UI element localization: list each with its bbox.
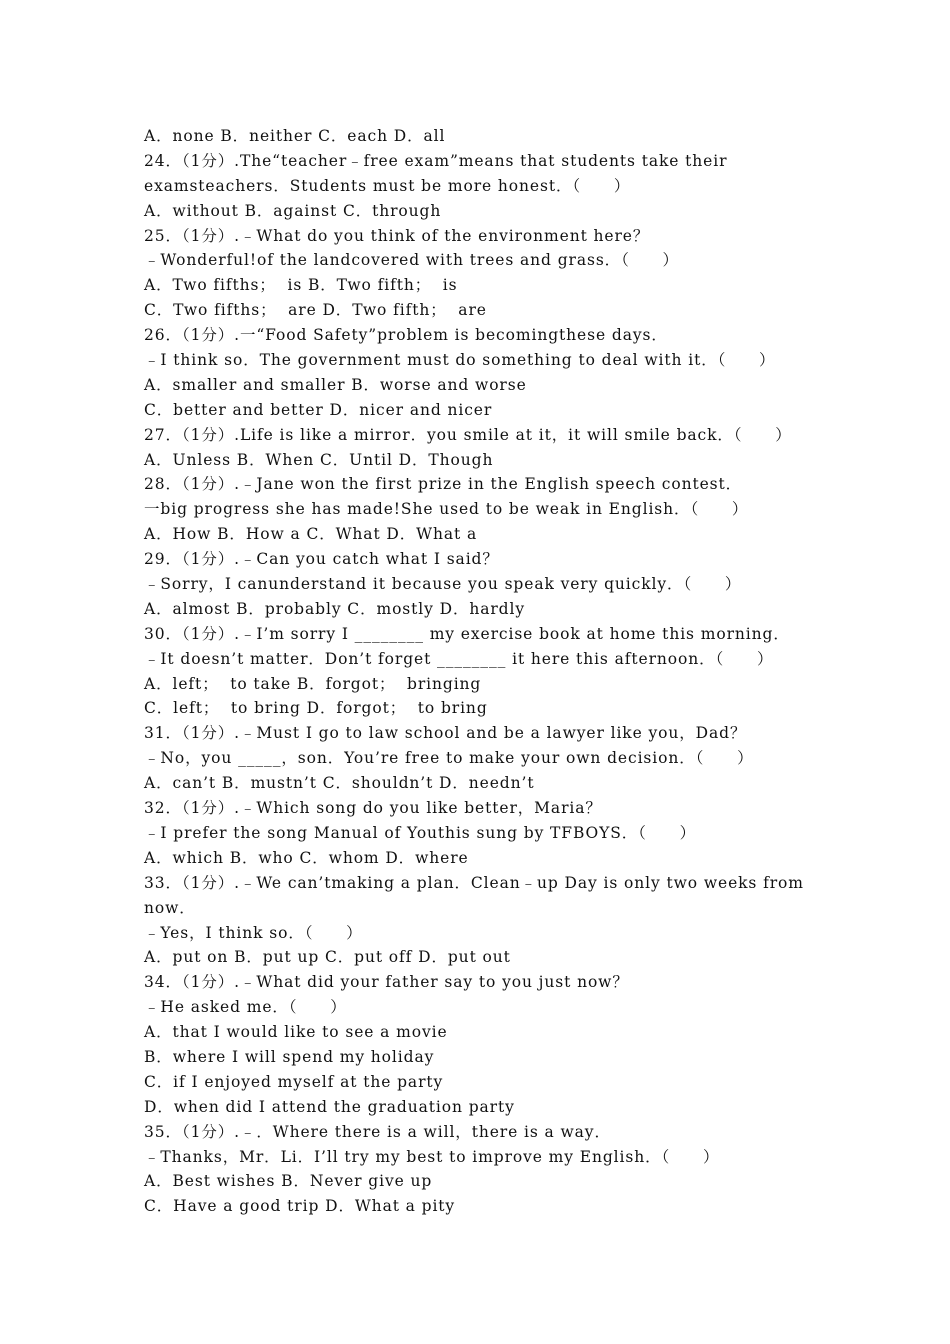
question-34-option-d: D．when did I attend the graduation party xyxy=(144,1097,515,1116)
question-25-options-cd: C．Two fifths； are D．Two fifth； are xyxy=(144,301,487,320)
question-25-stem: 25．（1分）.﹣What do you think of the environment here？ xyxy=(144,226,650,245)
question-29-reply: ﹣Sorry，I canunderstand it because you speak very quickly．（ ） xyxy=(144,575,742,594)
question-34-option-a: A．that I would like to see a movie xyxy=(144,1023,448,1042)
question-26-options-ab: A．smaller and smaller B．worse and worse xyxy=(144,375,527,394)
question-26-stem: 26．（1分）.一“Food Safety”problem is becomingthese days． xyxy=(144,326,668,345)
question-24-stem: 24．（1分）.The“teacher﹣free exam”means that students take their xyxy=(144,151,728,170)
question-29-stem: 29．（1分）.﹣Can you catch what I said？ xyxy=(144,550,499,569)
question-34-stem: 34．（1分）.﹣What did your father say to you just now？ xyxy=(144,973,629,992)
question-33-reply: ﹣Yes，I think so．（ ） xyxy=(144,923,363,942)
question-27-options: A．Unless B．When C．Until D．Though xyxy=(144,450,494,469)
question-32-options: A．which B．who C．whom D．where xyxy=(144,848,469,867)
question-30-options-ab: A．left； to take B．forgot； bringing xyxy=(144,674,482,693)
question-28-reply: 一big progress she has made!She used to be weak in English．（ ） xyxy=(144,500,749,519)
question-33-options: A．put on B．put up C．put off D．put out xyxy=(144,948,511,967)
question-28-stem: 28．（1分）.﹣Jane won the first prize in the English speech contest． xyxy=(144,475,743,494)
exam-questions-body xyxy=(144,124,809,1219)
question-30-reply: ﹣It doesn’t matter．Don’t forget ________ it here this afternoon．（ ） xyxy=(144,649,774,668)
question-33-stem-cont: now． xyxy=(144,898,196,917)
question-33-stem: 33．（1分）.﹣We can’tmaking a plan．Clean﹣up Day is only two weeks from xyxy=(144,873,804,892)
question-31-stem: 31．（1分）.﹣Must I go to law school and be a lawyer like you，Dad？ xyxy=(144,724,747,743)
question-28-options: A．How B．How a C．What D．What a xyxy=(144,525,478,544)
question-26-options-cd: C．better and better D．nicer and nicer xyxy=(144,400,493,419)
question-32-stem: 32．（1分）.﹣Which song do you like better，Maria？ xyxy=(144,799,602,818)
question-25-reply: ﹣Wonderful!of the landcovered with trees and grass．（ ） xyxy=(144,251,679,270)
question-26-reply: ﹣I think so．The government must do something to deal with it．（ ） xyxy=(144,351,776,370)
question-29-options: A．almost B．probably C．mostly D．hardly xyxy=(144,599,526,618)
question-24-options: A．without B．against C．through xyxy=(144,201,442,220)
options-line: A．none B．neither C．each D．all xyxy=(144,127,446,145)
question-25-options-ab: A．Two fifths； is B．Two fifth； is xyxy=(144,276,458,295)
question-31-reply: ﹣No，you _____，son．You’re free to make your own decision．（ ） xyxy=(144,749,754,768)
question-35-reply: ﹣Thanks，Mr．Li．I’ll try my best to improve my English．（ ） xyxy=(144,1147,720,1166)
question-34-reply: ﹣He asked me．（ ） xyxy=(144,998,347,1017)
question-31-options: A．can’t B．mustn’t C．shouldn’t D．needn’t xyxy=(144,774,535,793)
question-30-stem: 30．（1分）.﹣I’m sorry I ________ my exercise book at home this morning． xyxy=(144,624,790,643)
question-35-stem: 35．（1分）.﹣．Where there is a will，there is a way． xyxy=(144,1122,611,1141)
question-34-option-b: B．where I will spend my holiday xyxy=(144,1047,435,1066)
question-24-stem-cont: examsteachers．Students must be more honest．（ ） xyxy=(144,176,631,195)
question-27-stem: 27．（1分）.Life is like a mirror．you smile at it，it will smile back．（ ） xyxy=(144,425,792,444)
question-32-reply: ﹣I prefer the song Manual of Youthis sung by TFBOYS．（ ） xyxy=(144,823,697,842)
question-35-options-cd: C．Have a good trip D．What a pity xyxy=(144,1197,456,1216)
question-30-options-cd: C．left； to bring D．forgot； to bring xyxy=(144,699,488,718)
question-34-option-c: C．if I enjoyed myself at the party xyxy=(144,1072,444,1091)
question-35-options-ab: A．Best wishes B．Never give up xyxy=(144,1172,433,1191)
